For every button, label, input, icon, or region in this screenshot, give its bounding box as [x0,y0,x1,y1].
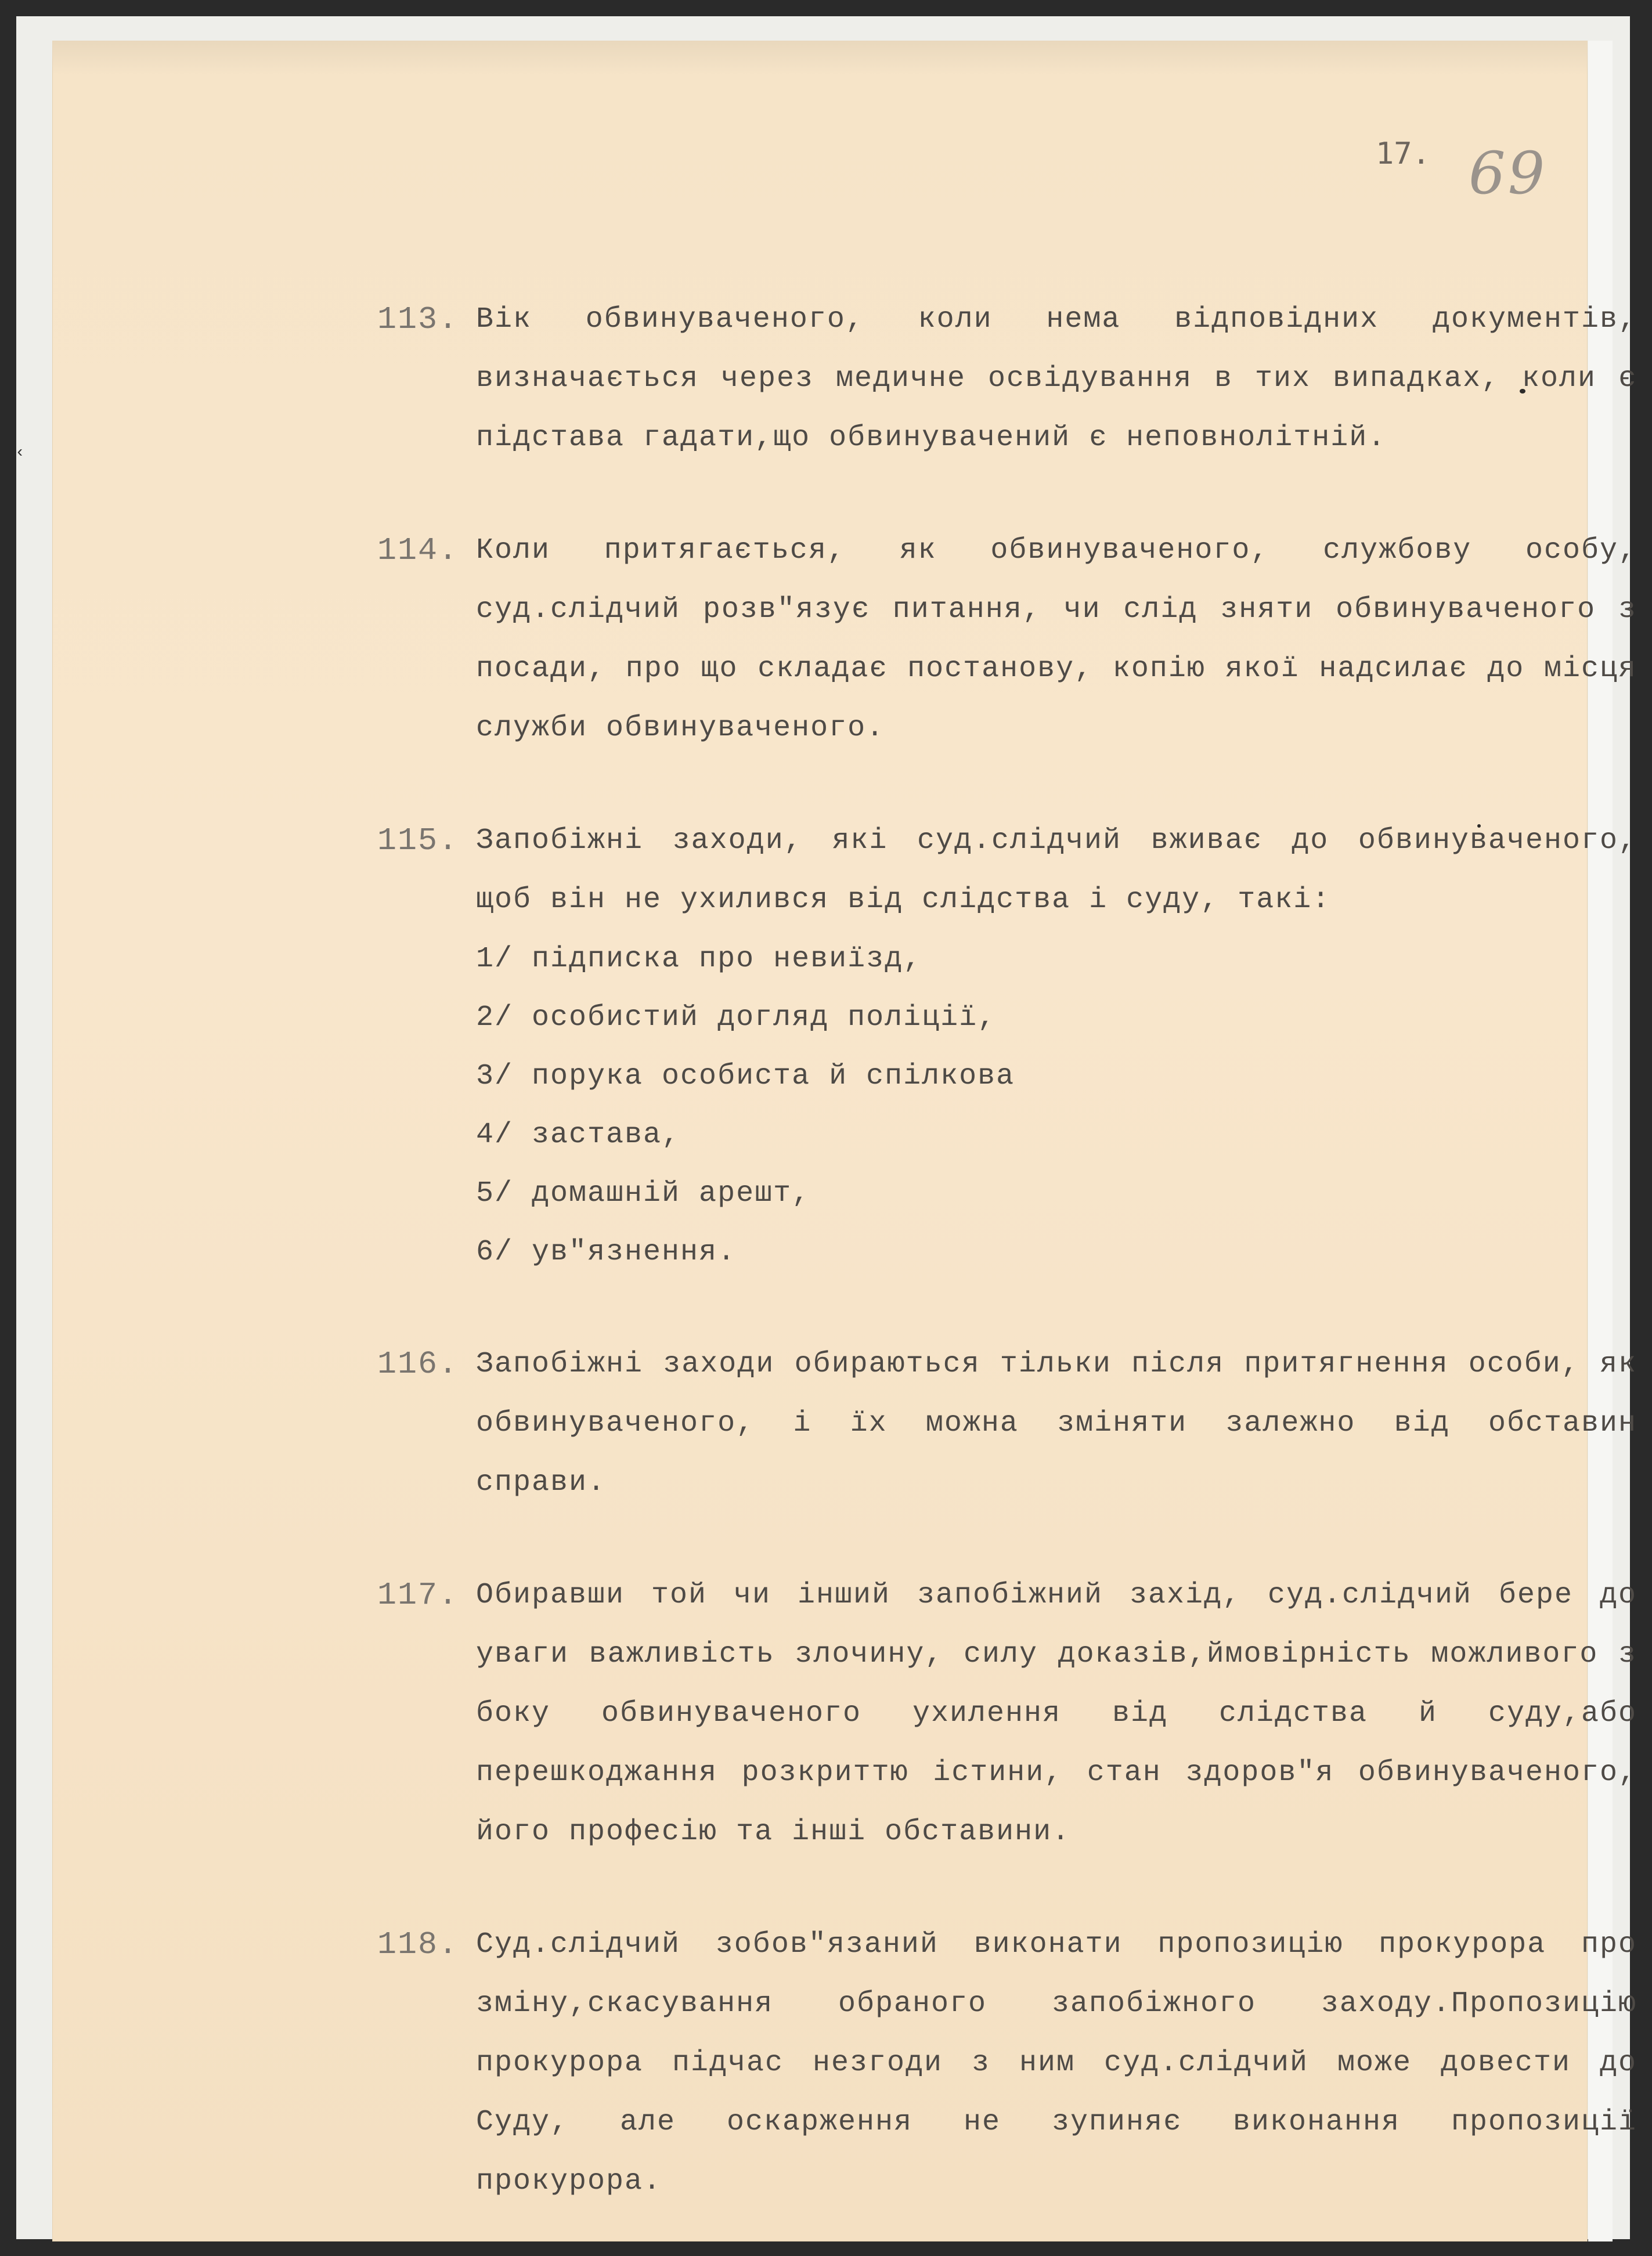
list-item: 6/ ув"язнення. [476,1236,737,1269]
clause-number: 118. [377,1926,459,1963]
edge-mark: ‹ [15,444,25,462]
clause-number: 114. [377,532,459,569]
clause-115 [377,811,1643,1282]
clause-number: 116. [377,1346,459,1383]
clause-number: 113. [377,301,459,338]
list-item: 5/ домашній арешт, [476,1177,811,1210]
clause-114 [377,521,1643,758]
page-number: 17. [1376,136,1430,171]
list-item: 3/ порука особиста й спілкова [476,1060,1015,1093]
clause-116 [377,1335,1643,1513]
clause-117 [377,1566,1643,1862]
clause-number: 115. [377,822,459,859]
clause-118 [377,1915,1643,2211]
clause-text: Запобіжні заходи, які суд.слідчий вживає до обвинуваченого, щоб він не ухилився від слідства і суду, такі: [476,824,1637,916]
clause-number: 117. [377,1577,459,1614]
clause-text: Обиравши той чи інший запобіжний захід, суд.слідчий бере до уваги важливість злочину, силу доказів,ймовірність можливого з боку обвинуваченого ухилення від слідства й суду,або перешкоджання розкриттю істини, стан здоров"я обвинуваченого, його професію та інші обставини. [476,1579,1637,1849]
clause-body [476,811,1637,1282]
clause-text: Коли притягається, як обвинуваченого, службову особу, суд.слідчий розв"язує питання, чи слід зняти обвинуваченого з посади, про що складає постанову, копію якої надсилає до місця служби обвинуваченого. [476,534,1637,745]
clause-text: Вік обвинуваченого, коли нема відповідних документів, визначається через медичне освідування в тих випадках, коли є підстава гадати,що обвинувачений є неповнолітній. [476,303,1637,454]
clause-113 [377,290,1643,468]
preventive-measures-list [476,930,1637,1282]
clause-text: Запобіжні заходи обираються тільки після притягнення особи, як обвинуваченого, і їх можна зміняти залежно від обставин справи. [476,1348,1637,1499]
list-item: 4/ застава, [476,1118,681,1152]
list-item: 1/ підписка про невиїзд, [476,943,922,976]
clause-text: Суд.слідчий зобов"язаний виконати пропозицію прокурора про зміну,скасування обраного запобіжного заходу.Пропозицію прокурора підчас незгоди з ним суд.слідчий може довести до Суду, але оскарження не зупиняє виконання пропозиції прокурора. [476,1928,1637,2198]
typewritten-page [52,41,1637,2241]
clauses-list [377,290,1643,2256]
list-item: 2/ особистий догляд поліції, [476,1001,997,1034]
archive-folio-number: 69 [1469,139,1548,207]
